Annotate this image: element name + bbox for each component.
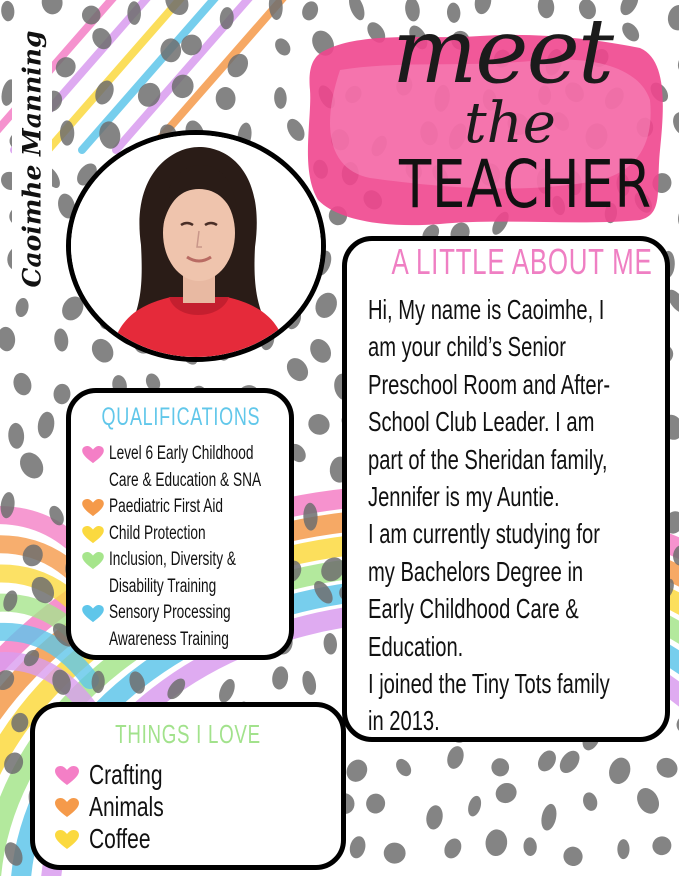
spot: [40, 0, 64, 16]
spot: [393, 756, 414, 779]
qualification-item: [79, 494, 289, 521]
qualifications-heading: QUALIFICATIONS: [101, 403, 261, 431]
spot: [82, 6, 101, 25]
spot: [424, 804, 444, 831]
spot: [365, 792, 387, 815]
about-line: I joined the Tiny Tots family: [368, 668, 610, 700]
teacher-name-banner: [12, 22, 52, 296]
spot: [653, 754, 679, 781]
spot: [490, 757, 510, 778]
qualification-line: Disability Training: [109, 575, 217, 597]
love-item: [53, 791, 189, 823]
about-line: I am currently studying for: [368, 518, 600, 550]
spot: [384, 842, 406, 863]
spot: [53, 383, 71, 404]
qualification-item: [79, 441, 289, 494]
qualification-line: Care & Education & SNA: [109, 469, 262, 491]
heart-icon: [81, 605, 105, 623]
about-line: am your child’s Senior: [368, 331, 566, 363]
teacher-photo: [66, 130, 326, 362]
about-line: my Bachelors Degree in: [368, 555, 584, 587]
spot: [674, 713, 679, 736]
heart-icon: [53, 766, 81, 786]
love-label: Crafting: [89, 759, 163, 790]
teacher-name: Caoimhe Manning: [17, 30, 47, 288]
heart-icon: [81, 446, 105, 464]
things-i-love-heading: THINGS I LOVE: [115, 719, 261, 749]
spot: [441, 836, 464, 862]
things-i-love-card: [30, 702, 346, 870]
spot: [670, 109, 679, 138]
qualifications-card: [66, 388, 294, 660]
love-label: Animals: [89, 791, 164, 822]
spot: [323, 632, 338, 655]
about-line: Early Childhood Care &: [368, 593, 579, 625]
spot: [606, 755, 634, 787]
qualification-line: Paediatric First Aid: [109, 496, 224, 517]
qualification-item: [79, 521, 289, 548]
spot: [271, 665, 290, 690]
qualifications-list: [79, 441, 289, 653]
love-label: Coffee: [89, 823, 151, 854]
spot: [675, 202, 679, 231]
about-line: part of the Sheridan family,: [368, 443, 608, 475]
about-line: Education.: [368, 630, 464, 662]
spot: [348, 835, 368, 860]
spot: [445, 744, 467, 771]
spot: [36, 411, 56, 440]
spot: [8, 422, 25, 449]
spot: [633, 784, 664, 817]
about-card: [342, 236, 670, 742]
spot: [272, 35, 294, 58]
spot: [15, 448, 48, 483]
spot: [14, 297, 30, 318]
spot: [534, 747, 559, 774]
qualification-item: [79, 547, 289, 600]
page-title: [300, 0, 670, 236]
portrait-illustration: [71, 135, 321, 357]
spot: [492, 779, 521, 807]
spot: [306, 335, 335, 366]
spot: [466, 794, 484, 818]
spot: [617, 839, 629, 859]
spot: [274, 87, 288, 109]
spot: [560, 843, 587, 870]
qualification-line: Child Protection: [109, 522, 206, 544]
about-line: Preschool Room and After-: [368, 368, 611, 400]
spot: [304, 410, 333, 439]
spot: [283, 354, 313, 385]
spot: [0, 326, 16, 352]
spot: [556, 747, 584, 777]
spot: [0, 0, 15, 21]
qualification-line: Sensory Processing: [109, 602, 231, 623]
title-teacher: TEACHER: [399, 146, 653, 223]
spot: [312, 289, 341, 321]
qualification-item: [79, 600, 289, 653]
about-line: Hi, My name is Caoimhe, I: [368, 294, 605, 325]
qualification-line: Level 6 Early Childhood: [109, 443, 254, 464]
spot: [523, 837, 537, 856]
heart-icon: [53, 830, 81, 850]
spot: [674, 48, 679, 76]
love-item: [53, 759, 189, 791]
spot: [581, 791, 600, 813]
spot: [300, 670, 318, 697]
heart-icon: [81, 526, 105, 544]
spot: [215, 86, 237, 111]
love-item: [53, 823, 189, 855]
about-line: in 2013.: [368, 705, 440, 737]
title-the: the: [464, 91, 556, 156]
spot: [539, 803, 559, 832]
heart-icon: [81, 499, 105, 517]
spot: [11, 371, 35, 398]
spot: [216, 677, 238, 705]
spot: [343, 756, 372, 786]
qualification-line: Awareness Training: [109, 628, 229, 650]
spot: [88, 335, 118, 367]
spot: [53, 328, 70, 353]
qualification-line: Inclusion, Diversity &: [109, 549, 236, 570]
spot: [484, 828, 508, 857]
about-line: School Club Leader. I am: [368, 406, 595, 438]
about-heading: A LITTLE ABOUT ME: [391, 241, 653, 282]
title-meet: meet: [391, 0, 613, 104]
things-i-love-list: [53, 759, 189, 855]
about-line: Jennifer is my Auntie.: [368, 481, 560, 513]
spot: [170, 73, 196, 101]
heart-icon: [53, 798, 81, 818]
heart-icon: [81, 552, 105, 570]
about-text: [368, 291, 663, 740]
spot: [649, 833, 675, 859]
